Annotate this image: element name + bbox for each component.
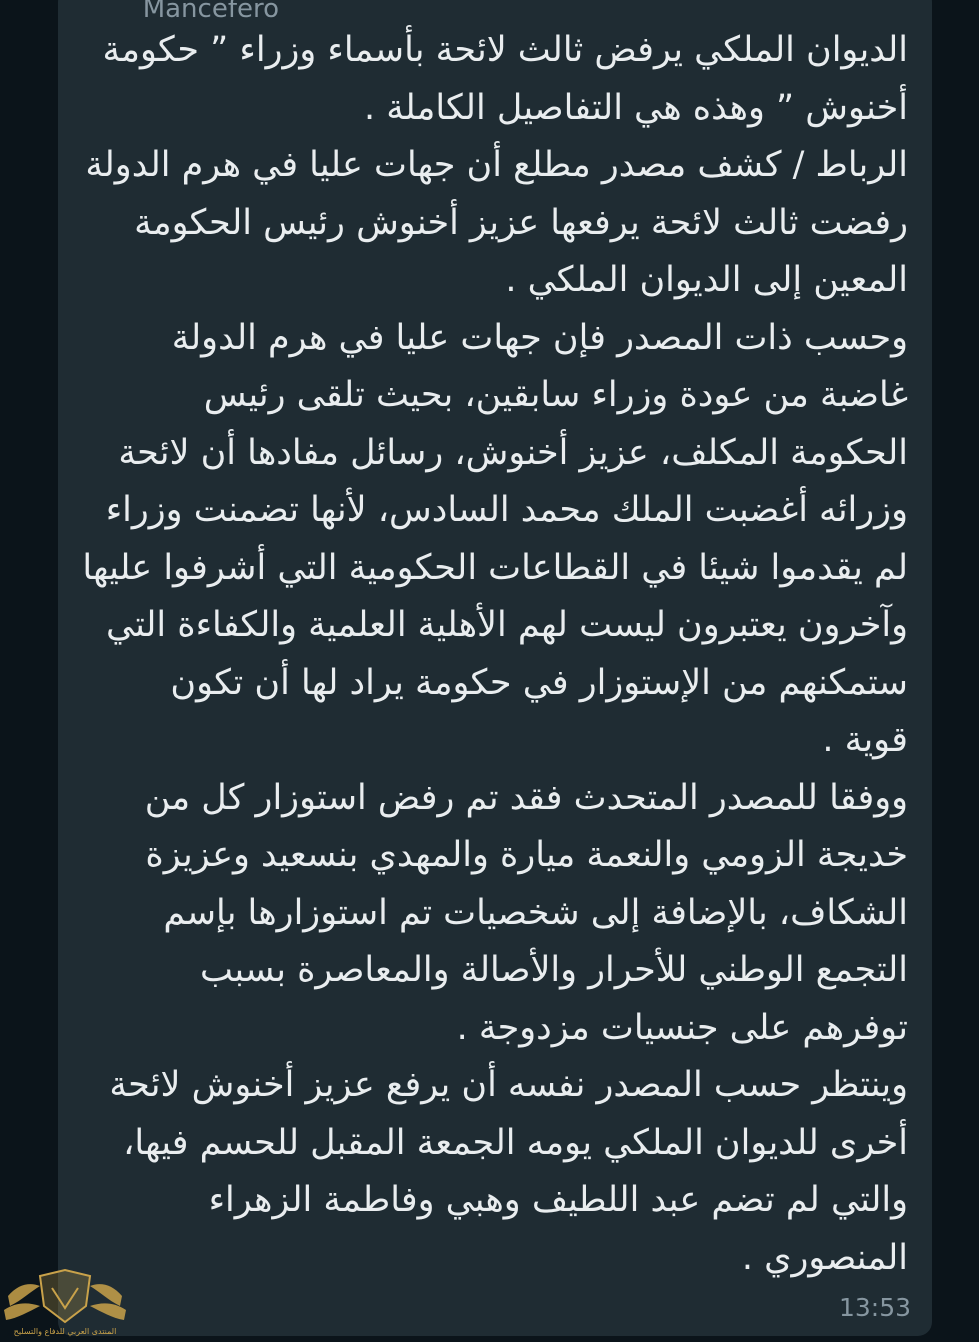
message-line: ستمكنهم من الإستوزار في حكومة يراد لها أن تكون	[170, 662, 908, 703]
message-line: توفرهم على جنسيات مزدوجة .	[456, 1007, 908, 1048]
message-line: الشكاف، بالإضافة إلى شخصيات تم استوزارها بإسم	[163, 892, 908, 933]
message-line: غاضبة من عودة وزراء سابقين، بحيث تلقى رئيس	[203, 375, 908, 415]
message-line: خديجة الزومي والنعمة ميارة والمهدي بنسعيد وعزيزة	[145, 835, 908, 875]
message-line: الرباط / كشف مصدر مطلع أن جهات عليا في هرم الدولة	[85, 145, 908, 185]
message-timestamp: 13:53	[838, 1293, 911, 1322]
message-line: أخرى للديوان الملكي يومه الجمعة المقبل للحسم فيها،	[123, 1122, 908, 1163]
message-line: ووفقا للمصدر المتحدث فقد تم رفض استوزار كل من	[144, 777, 908, 818]
message-line: وحسب ذات المصدر فإن جهات عليا في هرم الدولة	[171, 317, 908, 358]
watermark-text: المنتدى العربي للدفاع والتسليح	[13, 1327, 117, 1336]
message-line: وينتظر حسب المصدر نفسه أن يرفع عزيز أخنوش لائحة	[109, 1065, 908, 1105]
message-line: والتي لم تضم عبد اللطيف وهبي وفاطمة الزهراء	[208, 1180, 908, 1220]
message-line: المعين إلى الديوان الملكي .	[505, 260, 908, 300]
message-text	[72, 22, 908, 1287]
message-line: المنصوري .	[741, 1237, 908, 1278]
sender-name	[143, 0, 279, 10]
message-line: قوية .	[822, 720, 908, 760]
message-line: الحكومة المكلف، عزيز أخنوش، رسائل مفادها أن لائحة	[118, 432, 908, 473]
message-line: أخنوش ” وهذه هي التفاصيل الكاملة .	[363, 87, 908, 128]
message-line: وزرائه أغضبت الملك محمد السادس، لأنها تضمنت وزراء	[105, 490, 908, 530]
message-line: لم يقدموا شيئا في القطاعات الحكومية التي أشرفوا عليها	[82, 547, 908, 588]
message-line: الديوان الملكي يرفض ثالث لائحة بأسماء وزراء ” حكومة	[102, 30, 908, 70]
message-line: وآخرون يعتبرون ليست لهم الأهلية العلمية والكفاءة التي	[105, 605, 908, 645]
message-line: رفضت ثالث لائحة يرفعها عزيز أخنوش رئيس الحكومة	[134, 202, 908, 243]
message-line: التجمع الوطني للأحرار والأصالة والمعاصرة بسبب	[200, 950, 908, 990]
